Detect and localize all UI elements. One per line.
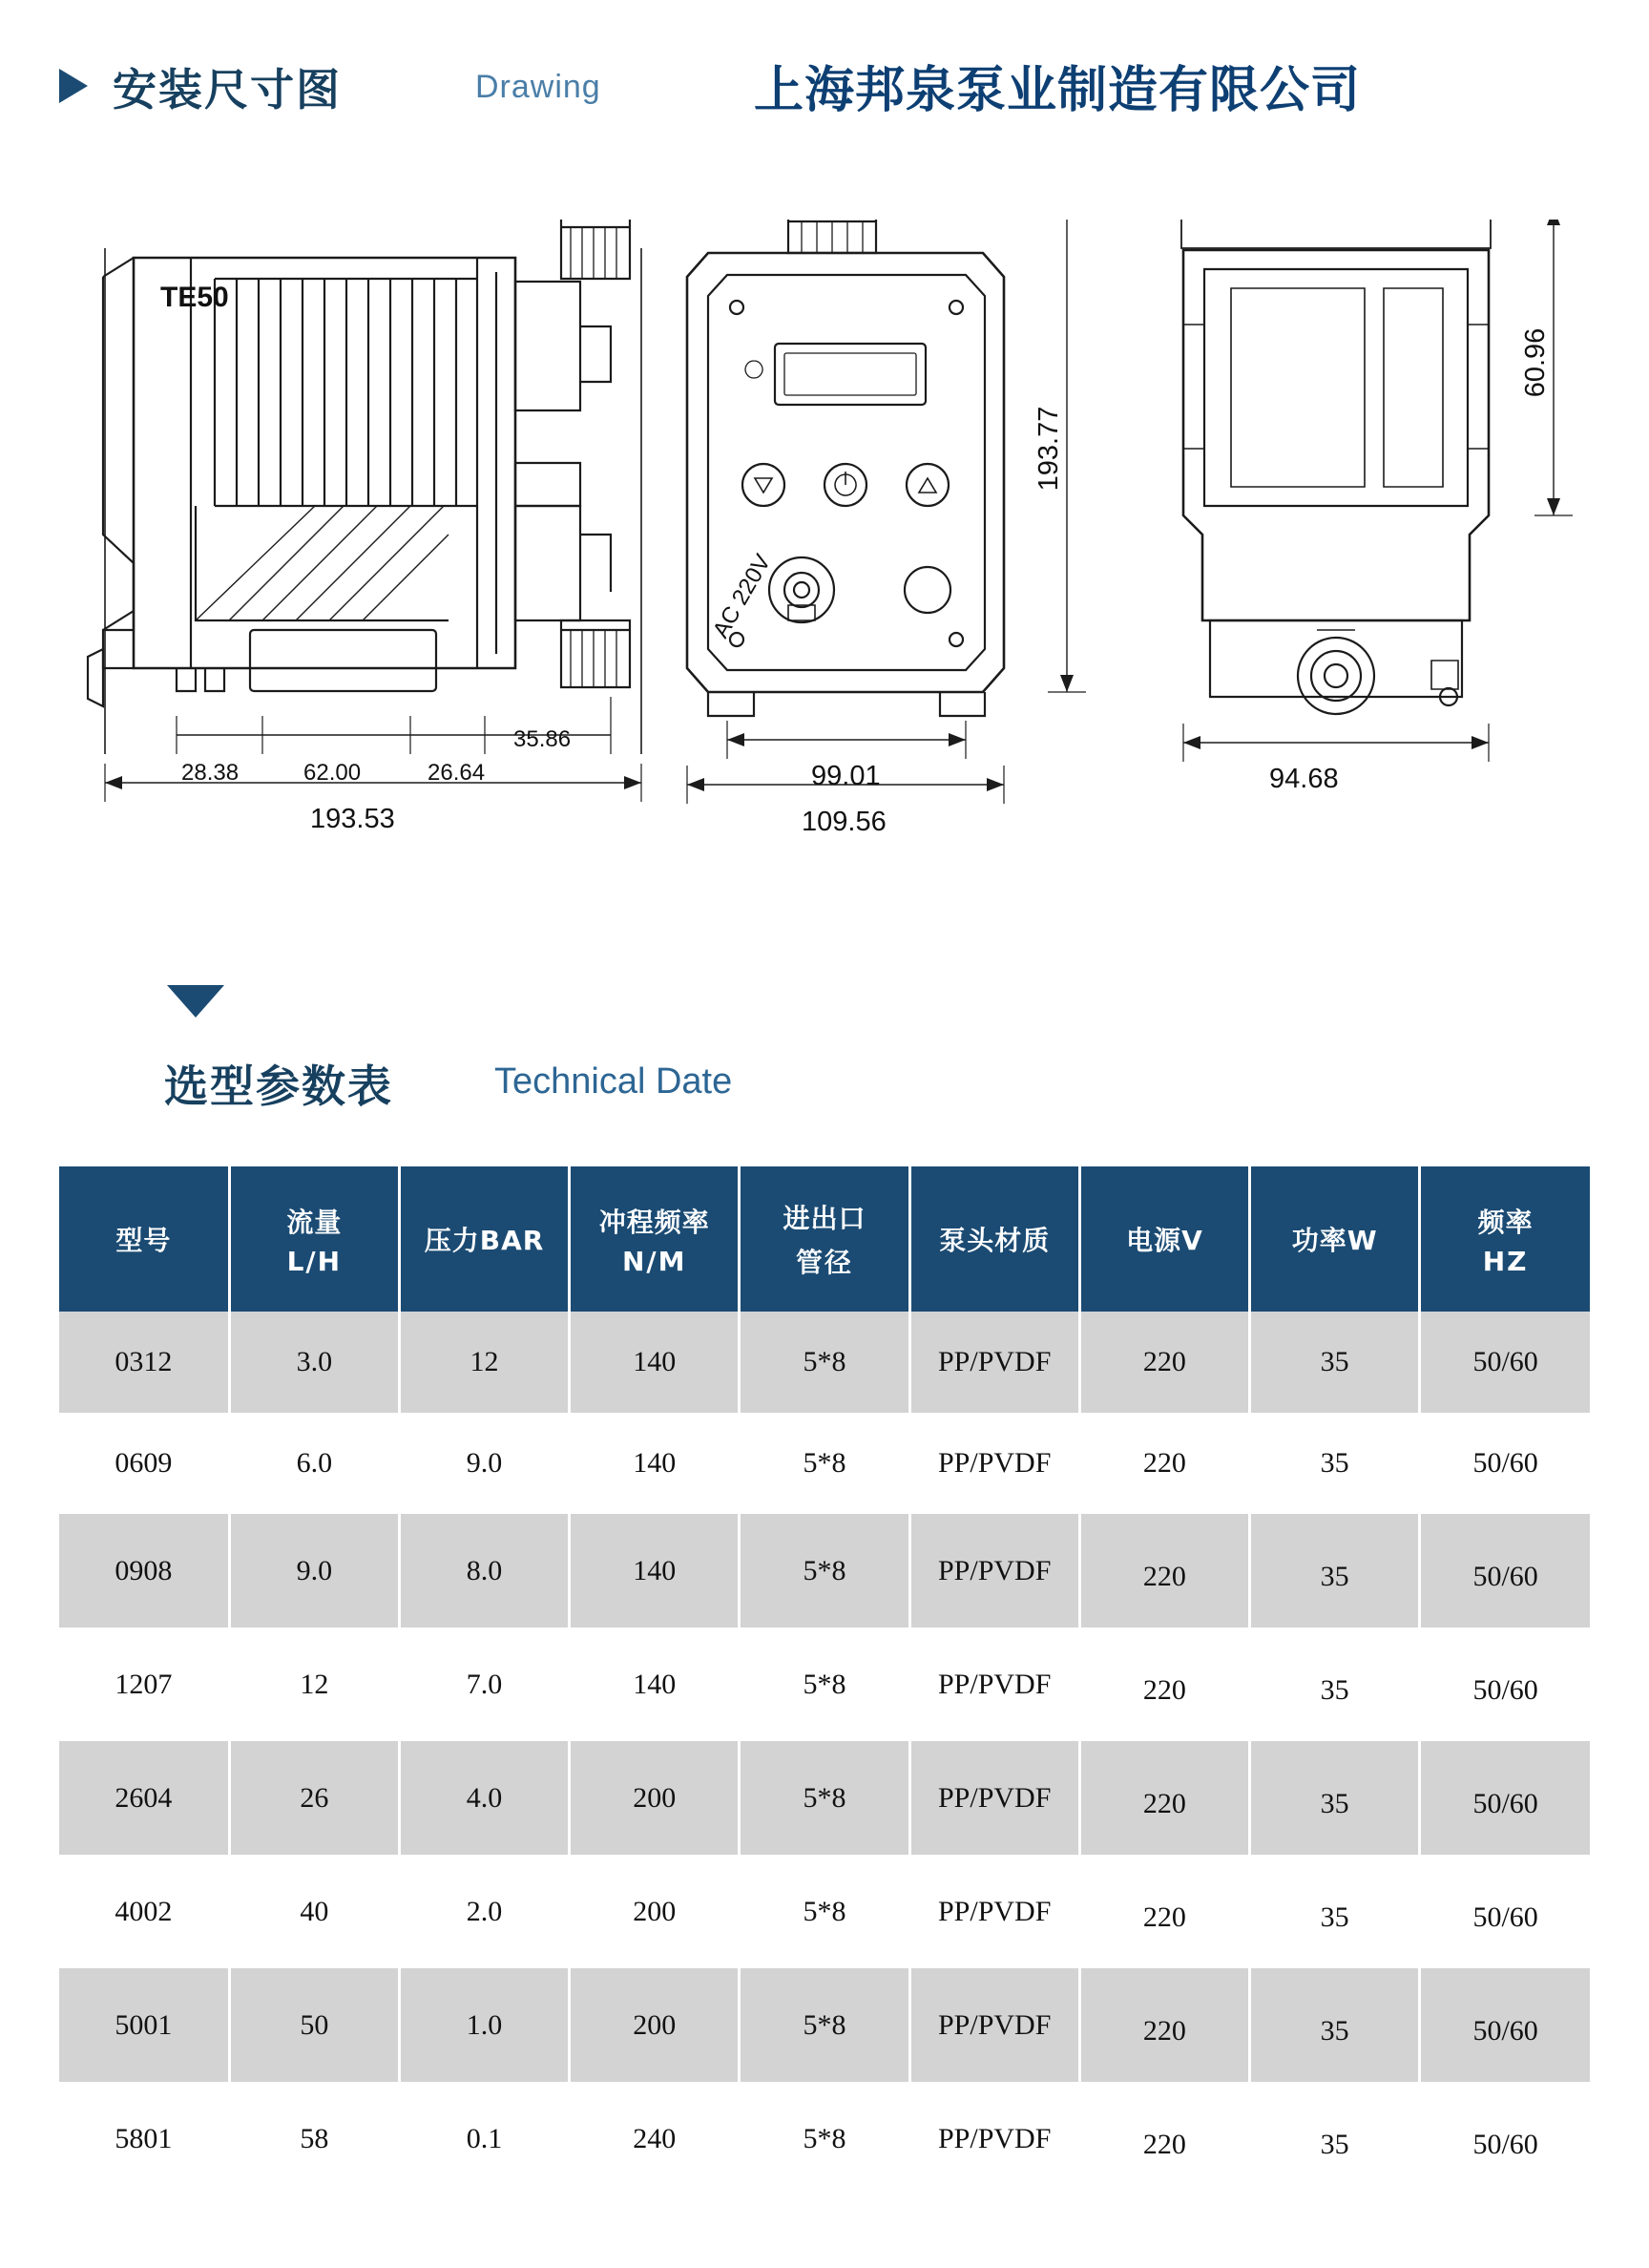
cell-port: 5*8 (740, 1855, 909, 1968)
model-label: TE50 (160, 282, 229, 313)
spec-table (59, 1166, 1590, 2195)
cell-port: 5*8 (740, 1514, 909, 1628)
cell-stroke: 140 (570, 1413, 740, 1514)
col-header-head-material: 泵头材质 (909, 1166, 1079, 1312)
table-row (59, 1312, 1590, 1413)
col-header-stroke-frequency: 冲程频率 N/M (570, 1166, 740, 1312)
cell-power: 35 (1250, 1855, 1420, 1968)
dim-rear-height: 60.96 (1520, 327, 1551, 398)
cell-voltage: 220 (1079, 1413, 1249, 1514)
cell-stroke: 200 (570, 1741, 740, 1855)
table-header-row (59, 1166, 1590, 1312)
dim-side-seg1: 28.38 (181, 760, 240, 786)
cell-stroke: 140 (570, 1312, 740, 1413)
cell-model: 4002 (59, 1855, 229, 1968)
table-row (59, 1855, 1590, 1968)
cell-stroke: 140 (570, 1628, 740, 1741)
page-header (0, 55, 1649, 141)
dim-side-seg2: 62.00 (303, 760, 362, 786)
table-row (59, 1514, 1590, 1628)
cell-pressure: 2.0 (399, 1855, 569, 1968)
cell-flow: 58 (229, 2082, 399, 2195)
cell-frequency: 50/60 (1420, 1628, 1590, 1741)
cell-power: 35 (1250, 1628, 1420, 1741)
cell-pressure: 0.1 (399, 2082, 569, 2195)
cell-port: 5*8 (740, 1968, 909, 2082)
section2-title-en: Technical Date (494, 1061, 733, 1102)
cell-material: PP/PVDF (909, 1413, 1079, 1514)
cell-frequency: 50/60 (1420, 1855, 1590, 1968)
cell-port: 5*8 (740, 1312, 909, 1413)
cell-port: 5*8 (740, 1628, 909, 1741)
cell-material: PP/PVDF (909, 1514, 1079, 1628)
section2-title: 选型参数表 (164, 1060, 393, 1112)
cell-power: 35 (1250, 1741, 1420, 1855)
cell-stroke: 140 (570, 1514, 740, 1628)
table-row (59, 2082, 1590, 2195)
cell-frequency: 50/60 (1420, 1968, 1590, 2082)
cell-power: 35 (1250, 1514, 1420, 1628)
cell-pressure: 9.0 (399, 1413, 569, 1514)
cell-flow: 40 (229, 1855, 399, 1968)
cell-material: PP/PVDF (909, 1855, 1079, 1968)
table-row (59, 1628, 1590, 1741)
cell-flow: 12 (229, 1628, 399, 1741)
dim-side-total: 193.53 (310, 804, 395, 834)
cell-model: 5801 (59, 2082, 229, 2195)
dim-side-seg3: 26.64 (428, 760, 486, 786)
cell-port: 5*8 (740, 1413, 909, 1514)
page-title: 安装尺寸图 (113, 64, 342, 116)
page-title-en: Drawing (475, 69, 601, 105)
cell-material: PP/PVDF (909, 1968, 1079, 2082)
dim-side-seg4: 35.86 (513, 726, 572, 752)
cell-stroke: 240 (570, 2082, 740, 2195)
cell-flow: 3.0 (229, 1312, 399, 1413)
cell-frequency: 50/60 (1420, 1741, 1590, 1855)
col-header-model: 型号 (59, 1166, 229, 1312)
dim-front-inner-width: 99.01 (811, 761, 881, 791)
cell-port: 5*8 (740, 1741, 909, 1855)
cell-stroke: 200 (570, 1968, 740, 2082)
cell-frequency: 50/60 (1420, 1514, 1590, 1628)
cell-voltage: 220 (1079, 1514, 1249, 1628)
cell-material: PP/PVDF (909, 2082, 1079, 2195)
cell-model: 0908 (59, 1514, 229, 1628)
cell-flow: 50 (229, 1968, 399, 2082)
cell-voltage: 220 (1079, 1741, 1249, 1855)
panel-voltage-label: AC 220V (707, 550, 777, 642)
cell-flow: 26 (229, 1741, 399, 1855)
col-header-frequency: 频率 HZ (1420, 1166, 1590, 1312)
cell-frequency: 50/60 (1420, 2082, 1590, 2195)
cell-model: 0312 (59, 1312, 229, 1413)
col-header-flow: 流量 L/H (229, 1166, 399, 1312)
cell-power: 35 (1250, 1312, 1420, 1413)
cell-voltage: 220 (1079, 1628, 1249, 1741)
dim-front-total-width: 109.56 (802, 807, 887, 837)
cell-port: 5*8 (740, 2082, 909, 2195)
cell-pressure: 7.0 (399, 1628, 569, 1741)
col-header-voltage: 电源V (1079, 1166, 1249, 1312)
col-header-pressure: 压力BAR (399, 1166, 569, 1312)
table-row (59, 1741, 1590, 1855)
play-triangle-icon (59, 69, 88, 103)
cell-voltage: 220 (1079, 2082, 1249, 2195)
cell-pressure: 1.0 (399, 1968, 569, 2082)
col-header-port-diameter: 进出口 管径 (740, 1166, 909, 1312)
cell-model: 0609 (59, 1413, 229, 1514)
cell-pressure: 8.0 (399, 1514, 569, 1628)
cell-flow: 9.0 (229, 1514, 399, 1628)
down-triangle-icon (167, 985, 224, 1018)
col-header-power: 功率W (1250, 1166, 1420, 1312)
cell-flow: 6.0 (229, 1413, 399, 1514)
cell-voltage: 220 (1079, 1855, 1249, 1968)
company-name: 上海邦泉泵业制造有限公司 (754, 62, 1362, 119)
dim-rear-width: 94.68 (1269, 764, 1339, 794)
cell-model: 5001 (59, 1968, 229, 2082)
cell-frequency: 50/60 (1420, 1413, 1590, 1514)
cell-voltage: 220 (1079, 1312, 1249, 1413)
table-row (59, 1413, 1590, 1514)
cell-stroke: 200 (570, 1855, 740, 1968)
cell-material: PP/PVDF (909, 1628, 1079, 1741)
cell-power: 35 (1250, 1413, 1420, 1514)
cell-voltage: 220 (1079, 1968, 1249, 2082)
cell-model: 1207 (59, 1628, 229, 1741)
cell-power: 35 (1250, 2082, 1420, 2195)
cell-frequency: 50/60 (1420, 1312, 1590, 1413)
table-row (59, 1968, 1590, 2082)
cell-pressure: 4.0 (399, 1741, 569, 1855)
cell-model: 2604 (59, 1741, 229, 1855)
dim-front-height: 193.77 (1033, 406, 1064, 492)
dimension-drawing (0, 220, 1649, 907)
cell-material: PP/PVDF (909, 1741, 1079, 1855)
drawing-svg (0, 220, 1649, 907)
cell-power: 35 (1250, 1968, 1420, 2082)
cell-pressure: 12 (399, 1312, 569, 1413)
cell-material: PP/PVDF (909, 1312, 1079, 1413)
